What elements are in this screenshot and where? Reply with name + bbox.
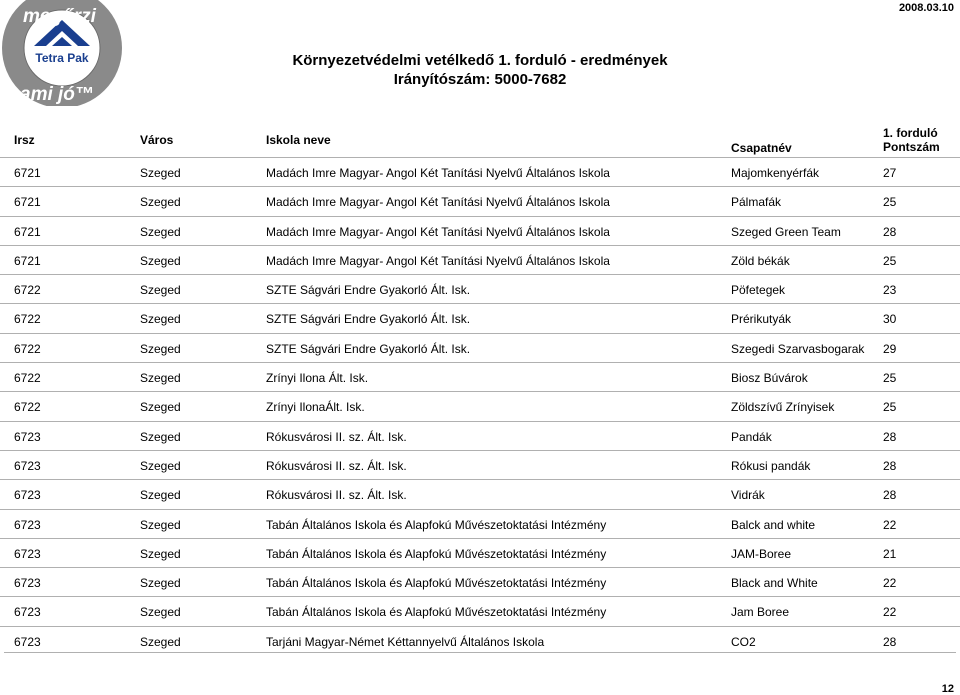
cell-varos: Szeged	[140, 605, 181, 620]
cell-irsz: 6721	[14, 166, 41, 180]
page-subtitle: Irányítószám: 5000-7682	[393, 71, 567, 88]
cell-irsz: 6721	[14, 253, 41, 268]
cell-csapat: Black and White	[731, 576, 818, 591]
cell-iskola: Rókusvárosi II. sz. Ált. Isk.	[266, 429, 407, 444]
cell-irsz: 6722	[14, 312, 41, 327]
cell-pont: 25	[883, 400, 897, 415]
cell-varos: Szeged	[140, 429, 181, 444]
cell-varos: Szeged	[140, 166, 181, 180]
header-pont: Pontszám	[883, 140, 940, 154]
page-title: Környezetvédelmi vetélkedő 1. forduló - eredmények	[292, 52, 668, 69]
cell-iskola: Madách Imre Magyar- Angol Két Tanítási Nyelvű Általános Iskola	[266, 224, 610, 239]
cell-iskola: Madách Imre Magyar- Angol Két Tanítási Nyelvű Általános Iskola	[266, 166, 610, 180]
cell-iskola: Tabán Általános Iskola és Alapfokú Művészetoktatási Intézmény	[266, 517, 607, 532]
cell-varos: Szeged	[140, 400, 181, 415]
cell-varos: Szeged	[140, 253, 181, 268]
cell-csapat: Pandák	[731, 429, 772, 444]
cell-pont: 23	[883, 283, 897, 298]
cell-csapat: Prérikutyák	[731, 312, 792, 327]
cell-csapat: Vidrák	[731, 488, 765, 503]
cell-pont: 27	[883, 166, 897, 180]
cell-csapat: Majomkenyérfák	[731, 166, 820, 180]
table-row	[0, 245, 960, 274]
logo-arc-top-text: megőrzi	[23, 6, 96, 27]
cell-pont: 28	[883, 634, 897, 649]
table-row	[0, 538, 960, 567]
table-row	[0, 333, 960, 362]
cell-pont: 25	[883, 195, 897, 210]
table-row	[0, 479, 960, 508]
table-row	[0, 450, 960, 479]
cell-varos: Szeged	[140, 576, 181, 591]
cell-csapat: Jam Boree	[731, 605, 790, 620]
cell-iskola: Tarjáni Magyar-Német Kéttannyelvű Általános Iskola	[266, 634, 545, 649]
table-row	[0, 626, 960, 655]
cell-irsz: 6723	[14, 605, 41, 620]
results-table	[0, 157, 960, 655]
cell-iskola: SZTE Ságvári Endre Gyakorló Ált. Isk.	[266, 312, 471, 327]
cell-iskola: SZTE Ságvári Endre Gyakorló Ált. Isk.	[266, 283, 471, 298]
cell-iskola: Rókusvárosi II. sz. Ált. Isk.	[266, 488, 407, 503]
table-row	[0, 421, 960, 450]
cell-pont: 22	[883, 517, 897, 532]
cell-csapat: Rókusi pandák	[731, 458, 811, 473]
cell-varos: Szeged	[140, 546, 181, 561]
cell-irsz: 6723	[14, 429, 41, 444]
cell-irsz: 6723	[14, 488, 41, 503]
cell-pont: 25	[883, 371, 897, 386]
cell-pont: 28	[883, 224, 897, 239]
cell-iskola: Tabán Általános Iskola és Alapfokú Művészetoktatási Intézmény	[266, 576, 607, 591]
cell-varos: Szeged	[140, 371, 181, 386]
header-irsz: Irsz	[14, 133, 35, 147]
cell-pont: 25	[883, 253, 897, 268]
cell-iskola: Madách Imre Magyar- Angol Két Tanítási Nyelvű Általános Iskola	[266, 195, 610, 210]
cell-csapat: Szeged Green Team	[731, 224, 841, 239]
page-number: 12	[941, 683, 954, 695]
cell-pont: 28	[883, 458, 897, 473]
cell-pont: 22	[883, 605, 897, 620]
cell-varos: Szeged	[140, 224, 181, 239]
header-fordulo: 1. forduló	[883, 126, 938, 140]
cell-iskola: Tabán Általános Iskola és Alapfokú Művészetoktatási Intézmény	[266, 605, 607, 620]
cell-csapat: Pálmafák	[731, 195, 782, 210]
header-csapat: Csapatnév	[731, 141, 792, 155]
cell-irsz: 6723	[14, 546, 41, 561]
cell-pont: 30	[883, 312, 897, 327]
cell-varos: Szeged	[140, 634, 181, 649]
title-block	[0, 51, 960, 89]
cell-iskola: Madách Imre Magyar- Angol Két Tanítási Nyelvű Általános Iskola	[266, 253, 610, 268]
cell-pont: 22	[883, 576, 897, 591]
cell-irsz: 6721	[14, 195, 41, 210]
table-row	[0, 391, 960, 420]
cell-pont: 28	[883, 429, 897, 444]
table-row	[0, 157, 960, 186]
cell-irsz: 6723	[14, 517, 41, 532]
logo-brand-text: Tetra Pak	[35, 51, 89, 65]
cell-irsz: 6721	[14, 224, 41, 239]
table-row	[0, 509, 960, 538]
cell-varos: Szeged	[140, 517, 181, 532]
header-varos: Város	[140, 133, 174, 147]
table-header	[0, 124, 960, 154]
cell-irsz: 6723	[14, 634, 41, 649]
cell-irsz: 6722	[14, 371, 41, 386]
cell-pont: 28	[883, 488, 897, 503]
table-row	[0, 567, 960, 596]
header-iskola: Iskola neve	[266, 133, 331, 147]
cell-varos: Szeged	[140, 195, 181, 210]
cell-pont: 21	[883, 546, 897, 561]
cell-varos: Szeged	[140, 341, 181, 356]
cell-csapat: JAM-Boree	[731, 546, 792, 561]
cell-csapat: Zöldszívű Zrínyisek	[731, 400, 835, 415]
table-row	[0, 186, 960, 215]
cell-irsz: 6723	[14, 458, 41, 473]
cell-iskola: Zrínyi Ilona Ált. Isk.	[266, 371, 369, 386]
cell-iskola: Tabán Általános Iskola és Alapfokú Művészetoktatási Intézmény	[266, 546, 607, 561]
cell-varos: Szeged	[140, 283, 181, 298]
cell-csapat: Zöld békák	[731, 253, 790, 268]
table-row	[0, 362, 960, 391]
table-row	[0, 274, 960, 303]
cell-varos: Szeged	[140, 312, 181, 327]
cell-csapat: Balck and white	[731, 517, 816, 532]
table-row	[0, 303, 960, 332]
cell-varos: Szeged	[140, 488, 181, 503]
cell-irsz: 6722	[14, 341, 41, 356]
cell-pont: 29	[883, 341, 897, 356]
report-date: 2008.03.10	[898, 2, 954, 14]
cell-irsz: 6722	[14, 400, 41, 415]
cell-iskola: SZTE Ságvári Endre Gyakorló Ált. Isk.	[266, 341, 471, 356]
cell-iskola: Rókusvárosi II. sz. Ált. Isk.	[266, 458, 407, 473]
cell-varos: Szeged	[140, 458, 181, 473]
cell-csapat: Pöfetegek	[731, 283, 786, 298]
cell-csapat: CO2	[731, 634, 756, 649]
cell-csapat: Szegedi Szarvasbogarak	[731, 341, 865, 356]
cell-irsz: 6722	[14, 283, 41, 298]
cell-iskola: Zrínyi IlonaÁlt. Isk.	[266, 400, 365, 415]
cell-csapat: Biosz Búvárok	[731, 371, 808, 386]
table-row	[0, 216, 960, 245]
cell-irsz: 6723	[14, 576, 41, 591]
table-bottom-border	[4, 652, 956, 653]
logo-arc-bottom-text: ami jó™	[20, 84, 94, 105]
table-row	[0, 596, 960, 625]
